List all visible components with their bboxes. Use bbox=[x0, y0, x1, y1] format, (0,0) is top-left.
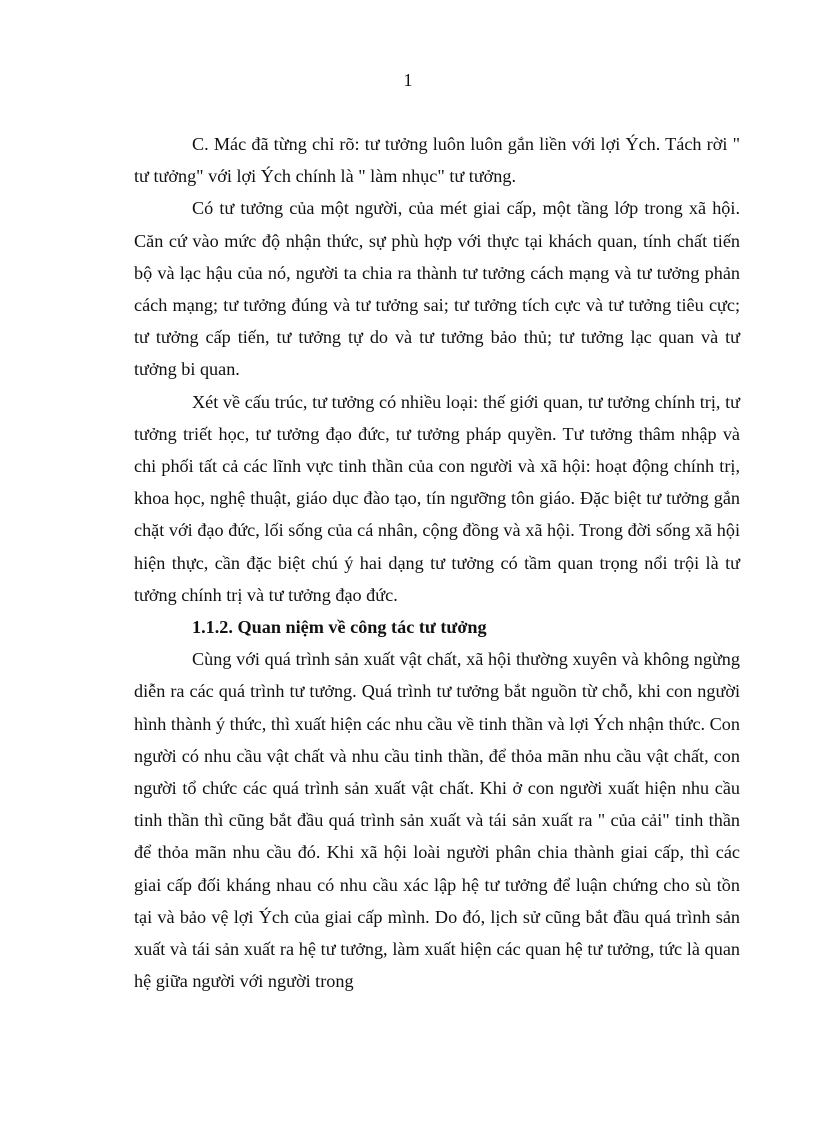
paragraph-marx-quote: C. Mác đã từng chỉ rõ: tư tưởng luôn luôn gắn liền với lợi Ých. Tách rời " tư tưởng" với lợi Ých chính là " làm nhục" tư tưởng. bbox=[134, 134, 740, 187]
page-number: 1 bbox=[403, 70, 413, 90]
section-heading: 1.1.2. Quan niệm về công tác tư tưởng bbox=[192, 617, 487, 638]
body-text bbox=[134, 128, 740, 997]
paragraph-types-of-thought: Có tư tưởng của một người, của mét giai cấp, một tầng lớp trong xã hội. Căn cứ vào mức độ nhận thức, sự phù hợp với thực tại khách quan, tính chất tiến bộ và lạc hậu của nó, người ta chia ra thành tư tưởng cách mạng và tư tưởng phản cách mạng; tư tưởng đúng và tư tưởng sai; tư tưởng tích cực và tư tưởng tiêu cực; tư tưởng cấp tiến, tư tưởng tự do và tư tưởng bảo thủ; tư tưởng lạc quan và tư tưởng bi quan. bbox=[134, 198, 740, 380]
paragraph-ideological-work: Cùng với quá trình sản xuất vật chất, xã hội thường xuyên và không ngừng diễn ra các quá trình tư tưởng. Quá trình tư tưởng bắt nguồn từ chỗ, khi con người hình thành ý thức, thì xuất hiện các nhu cầu về tinh thần và lợi Ých nhận thức. Con người có nhu cầu vật chất và nhu cầu tinh thần, để thỏa mãn nhu cầu vật chất, con người tổ chức các quá trình sản xuất vật chất. Khi ở con người xuất hiện nhu cầu tinh thần thì cũng bắt đầu quá trình sản xuất và tái sản xuất ra " của cải" tinh thần để thỏa mãn nhu cầu đó. Khi xã hội loài người phân chia thành giai cấp, thì các giai cấp đối kháng nhau có nhu cầu xác lập hệ tư tưởng để luận chứng cho sù tồn tại và bảo vệ lợi Ých của giai cấp mình. Do đó, lịch sử cũng bắt đầu quá trình sản xuất và tái sản xuất ra hệ tư tưởng, làm xuất hiện các quan hệ tư tưởng, tức là quan hệ giữa người với người trong bbox=[134, 649, 740, 992]
paragraph-structure-of-thought: Xét về cấu trúc, tư tưởng có nhiều loại: thế giới quan, tư tưởng chính trị, tư tưởng triết học, tư tưởng đạo đức, tư tưởng pháp quyền. Tư tưởng thâm nhập và chi phối tất cả các lĩnh vực tinh thần của con người và xã hội: hoạt động chính trị, khoa học, nghệ thuật, giáo dục đào tạo, tín ngưỡng tôn giáo. Đặc biệt tư tưởng gắn chặt với đạo đức, lối sống của cá nhân, cộng đồng và xã hội. Trong đời sống xã hội hiện thực, cần đặc biệt chú ý hai dạng tư tưởng có tầm quan trọng nổi trội là tư tưởng chính trị và tư tưởng đạo đức. bbox=[134, 391, 740, 605]
